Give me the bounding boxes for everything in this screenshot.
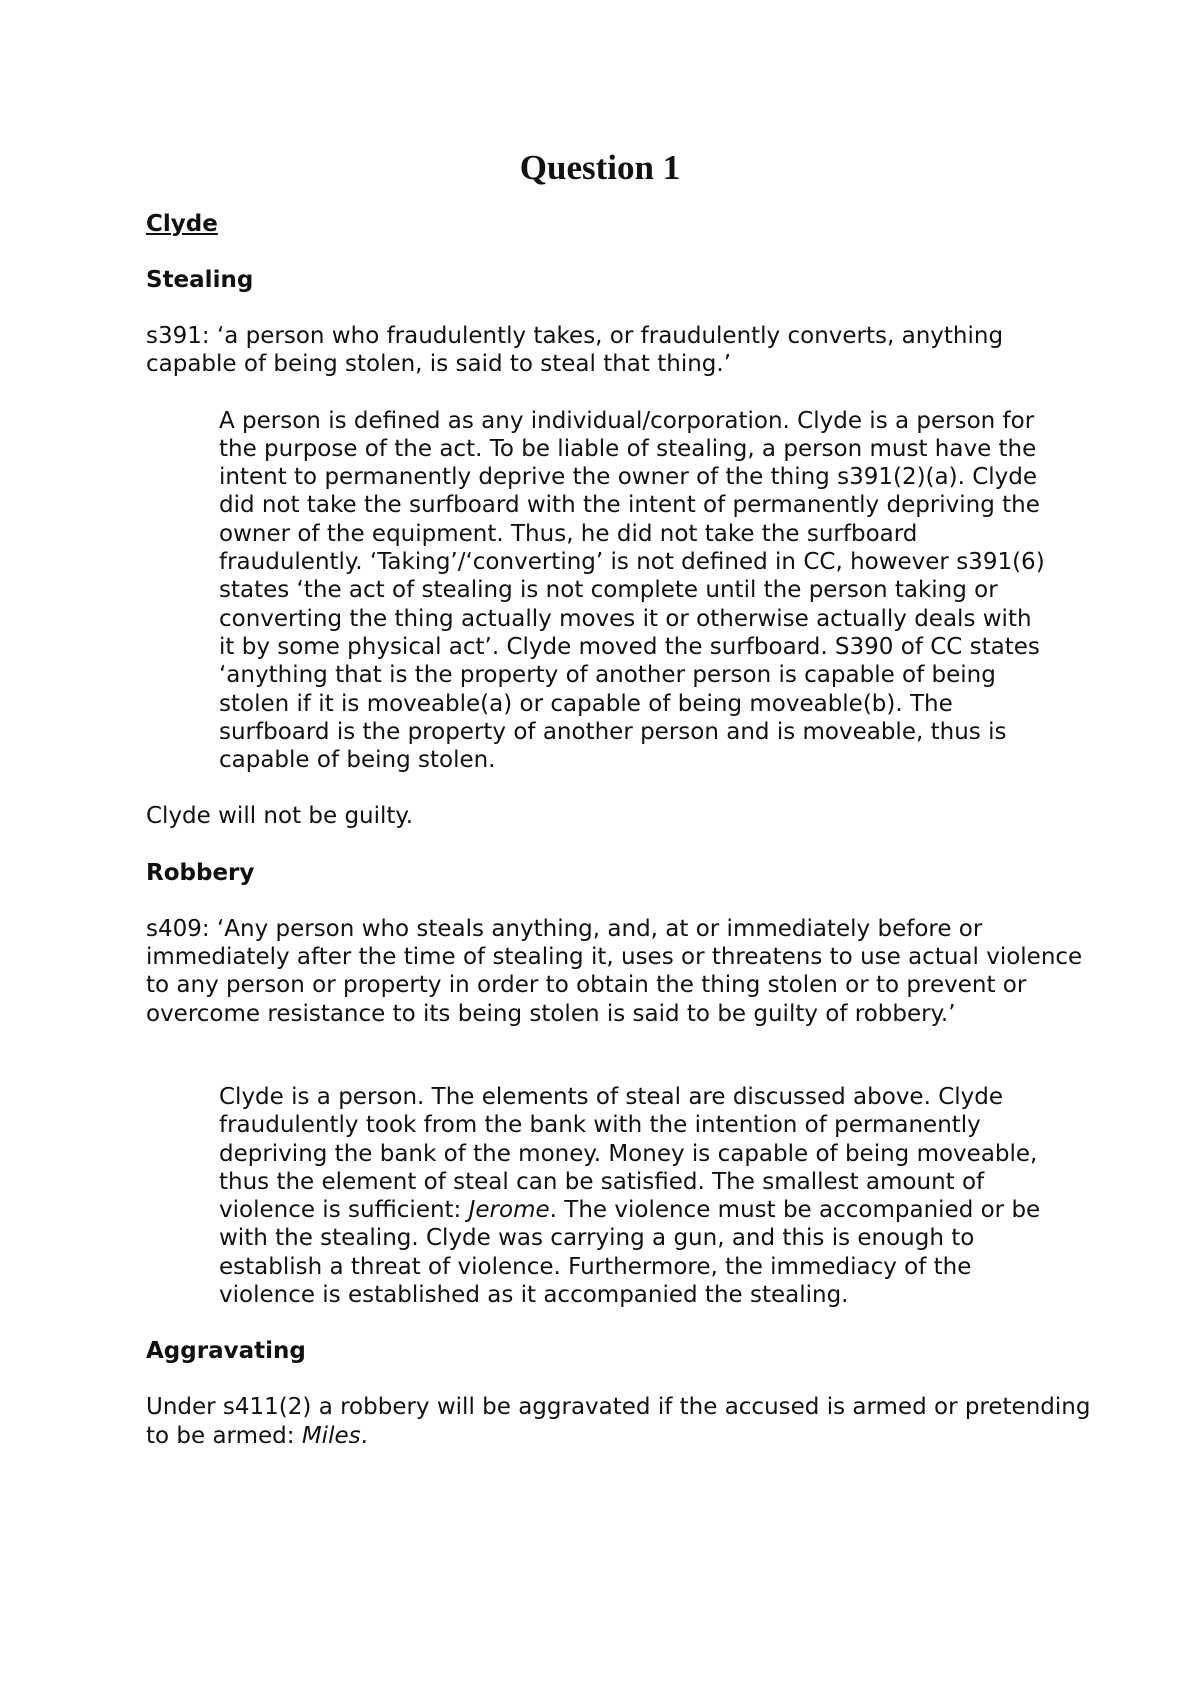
stealing-analysis: A person is defined as any individual/corporation. Clyde is a person for the purpose of the act. To be liable of stealing, a person must have the intent to permanently deprive the owner of the thing s391(2)(a). Clyde did not take the surfboard with the intent of permanently depriving the owner of the equipment. Thus, he did not take the surfboard fraudulently. ‘Taking’/‘converting’ is not defined in CC, however s391(6) states ‘the act of stealing is not complete until the person taking or converting the thing actually moves it or otherwise actually deals with it by some physical act’. Clyde moved the surfboard. S390 of CC states ‘anything that is the property of another person is capable of being stolen if it is moveable(a) or capable of being moveable(b). The surfboard is the property of another person and is moveable, thus is capable of being stolen. — [219, 407, 1045, 774]
stealing-heading: Stealing — [146, 267, 254, 293]
robbery-analysis-text-2: . The violence must be accompanied or be with the stealing. Clyde was carrying a gun, and this is enough to establish a threat of violence. Furthermore, the immediacy of the violence is established as it accompanied the stealing. — [219, 1197, 1041, 1309]
document-body — [146, 210, 1096, 1450]
robbery-heading: Robbery — [146, 859, 255, 886]
stealing-statute: s391: ‘a person who fraudulently takes, or fraudulently converts, anything capable of being stolen, is said to steal that thing.’ — [146, 323, 1004, 378]
stealing-conclusion: Clyde will not be guilty. — [146, 803, 414, 830]
aggravating-text-2: . — [360, 1422, 368, 1449]
case-citation-jerome: Jerome — [468, 1197, 550, 1224]
aggravating-text — [146, 1393, 1096, 1450]
aggravating-heading: Aggravating — [146, 1338, 306, 1365]
robbery-analysis-text-1: Clyde is a person. The elements of steal are discussed above. Clyde fraudulently took from the bank with the intention of permanently depriving the bank of the money. Money is capable of being moveable, thus the element of steal can be satisfied. The smallest amount of violence is sufficient: — [219, 1083, 1038, 1224]
person-heading: Clyde — [146, 211, 218, 237]
aggravating-text-1: Under s411(2) a robbery will be aggravated if the accused is armed or pretending to be armed: — [146, 1394, 1091, 1449]
robbery-analysis — [146, 1083, 1049, 1309]
page-title: Question 1 — [519, 148, 681, 187]
robbery-statute: s409: ‘Any person who steals anything, and, at or immediately before or immediately after the time of stealing it, uses or threatens to use actual violence to any person or property in order to obtain the thing stolen or to prevent or overcome resistance to its being stolen is said to be guilty of robbery.’ — [146, 915, 1083, 1027]
case-citation-miles: Miles — [301, 1422, 361, 1449]
